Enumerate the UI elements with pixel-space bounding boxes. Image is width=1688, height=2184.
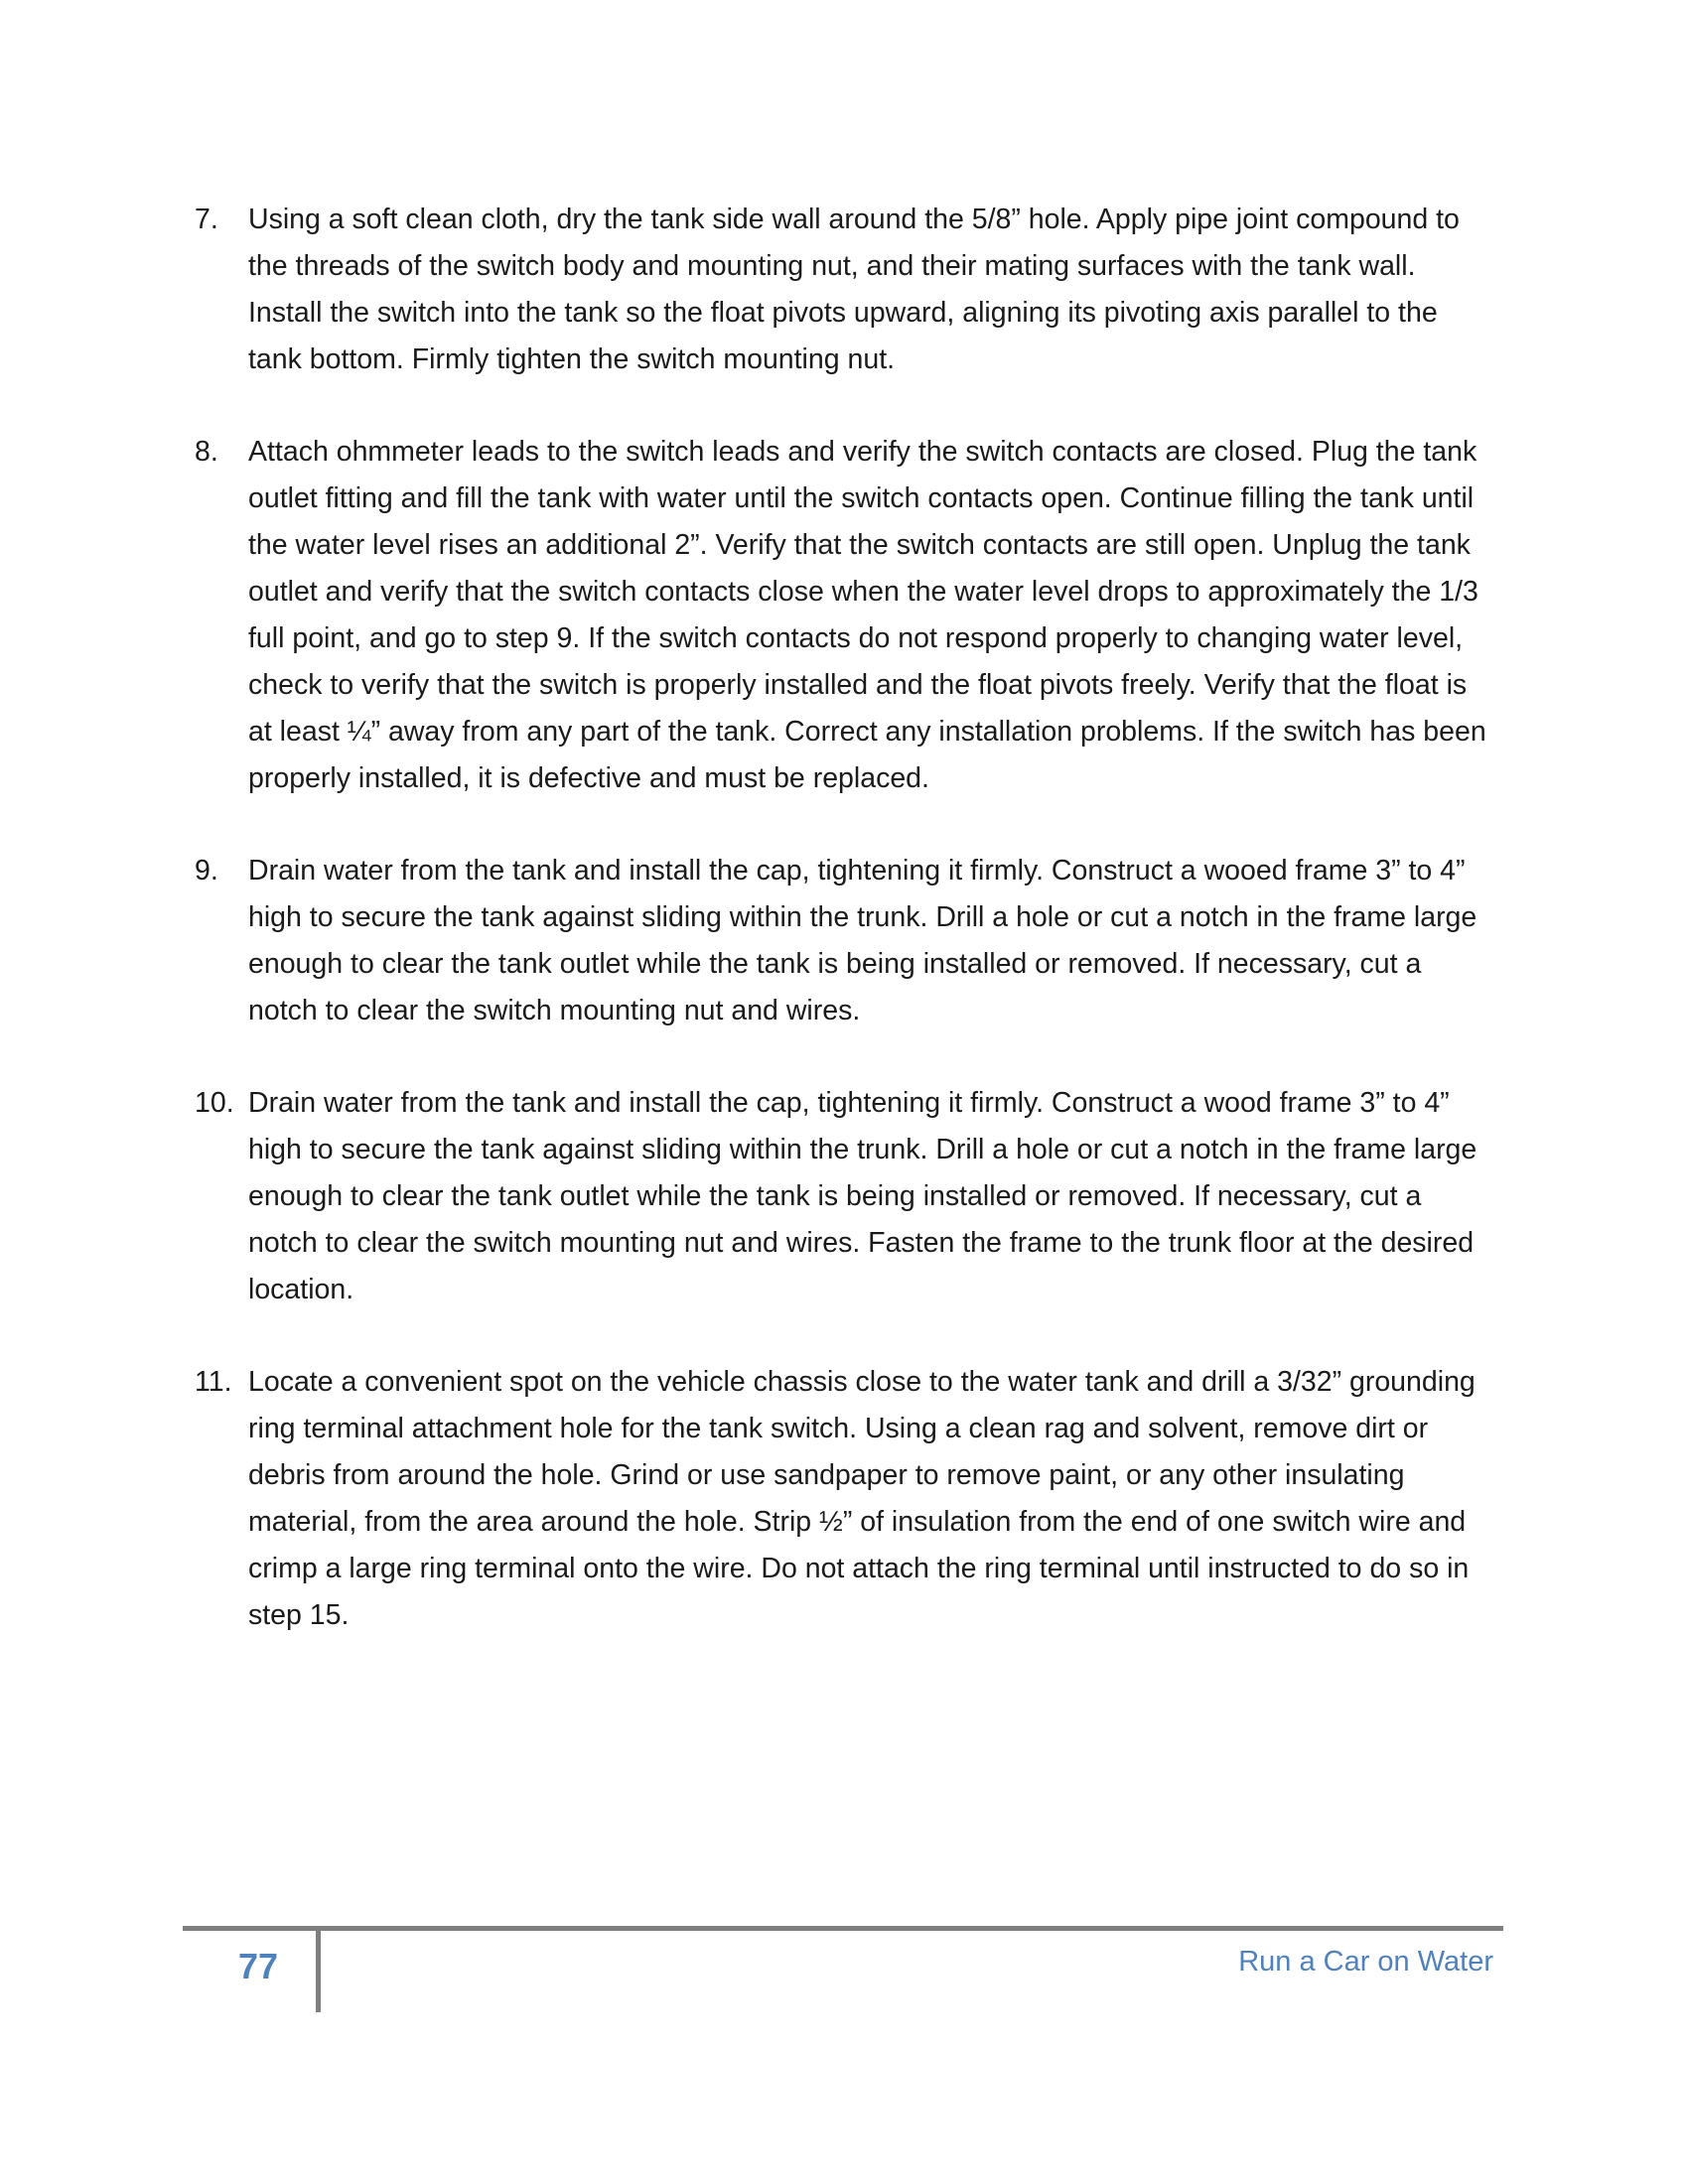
step-item-11: [195, 1359, 1495, 1639]
instruction-steps-list: [195, 197, 1495, 1685]
step-item-10: [195, 1080, 1495, 1313]
step-text: Locate a convenient spot on the vehicle chassis close to the water tank and drill a 3/32” grounding ring terminal attachment hole for the tank switch. Using a clean rag and solvent, remove dirt or debris from around the hole. Grind or use sandpaper to remove paint, or any other insulating material, from the area around the hole. Strip ½” of insulation from the end of one switch wire and crimp a large ring terminal onto the wire. Do not attach the ring terminal until instructed to do so in step 15.: [248, 1366, 1476, 1631]
step-text: Using a soft clean cloth, dry the tank side wall around the 5/8” hole. Apply pipe joint compound to the threads of the switch body and mounting nut, and their mating surfaces with the tank wall. Install the switch into the tank so the float pivots upward, aligning its pivoting axis parallel to the tank bottom. Firmly tighten the switch mounting nut.: [248, 204, 1460, 375]
step-number: 10.: [195, 1087, 234, 1119]
step-item-8: [195, 429, 1495, 802]
step-number: 7.: [195, 204, 218, 235]
step-text: Drain water from the tank and install the cap, tightening it firmly. Construct a wooed frame 3” to 4” high to secure the tank against sliding within the trunk. Drill a hole or cut a notch in the frame large enough to clear the tank outlet while the tank is being installed or removed. If necessary, cut a notch to clear the switch mounting nut and wires.: [248, 855, 1477, 1026]
step-text: Attach ohmmeter leads to the switch leads and verify the switch contacts are closed. Plug the tank outlet fitting and fill the tank with water until the switch contacts open. Continue filling the tank until the water level rises an additional 2”. Verify that the switch contacts are still open. Unplug the tank outlet and verify that the switch contacts close when the water level drops to approximately the 1/3 full point, and go to step 9. If the switch contacts do not respond properly to changing water level, check to verify that the switch is properly installed and the float pivots freely. Verify that the float is at least ¼” away from any part of the tank. Correct any installation problems. If the switch has been properly installed, it is defective and must be replaced.: [248, 436, 1486, 794]
step-item-9: [195, 848, 1495, 1034]
step-number: 9.: [195, 855, 218, 887]
page-number: 77: [238, 1946, 279, 1986]
step-number: 8.: [195, 436, 218, 468]
step-item-7: [195, 197, 1495, 383]
footer-horizontal-rule: [183, 1926, 1503, 1931]
step-number: 11.: [195, 1366, 232, 1398]
step-text: Drain water from the tank and install the cap, tightening it firmly. Construct a wood frame 3” to 4” high to secure the tank against sliding within the trunk. Drill a hole or cut a notch in the frame large enough to clear the tank outlet while the tank is being installed or removed. If necessary, cut a notch to clear the switch mounting nut and wires. Fasten the frame to the trunk floor at the desired location.: [248, 1087, 1477, 1305]
book-title: Run a Car on Water: [1238, 1946, 1493, 1978]
footer-vertical-rule: [316, 1931, 321, 2012]
